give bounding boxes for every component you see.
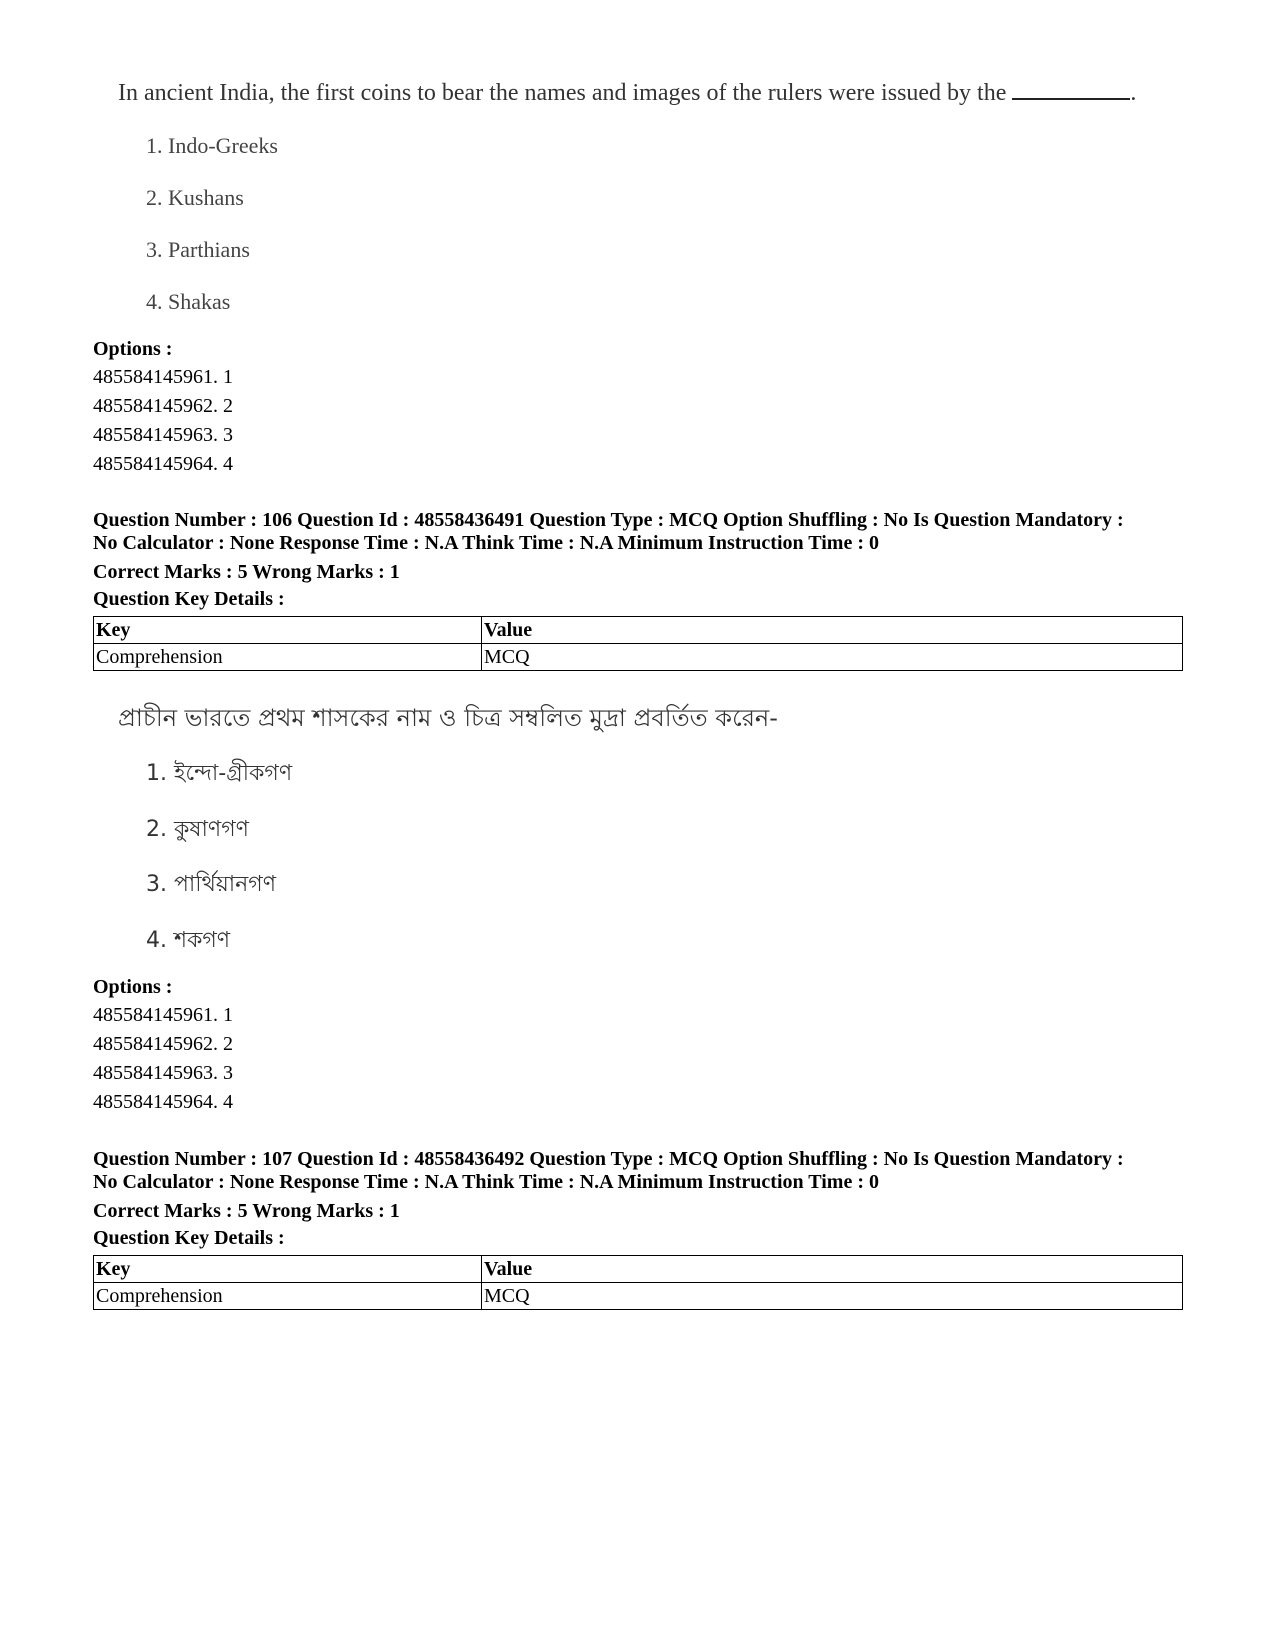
question-meta-106 <box>93 509 1183 613</box>
table-cell: Comprehension <box>94 1283 482 1310</box>
option-item: 485584145963. 3 <box>93 424 233 446</box>
question-marks: Correct Marks : 5 Wrong Marks : 1 <box>93 561 400 583</box>
options-label: Options : <box>93 338 173 360</box>
option-item: 485584145962. 2 <box>93 395 233 417</box>
table-cell: Comprehension <box>94 644 482 671</box>
question-stem: প্রাচীন ভারতে প্রথম শাসকের নাম ও চিত্র সম্বলিত মুদ্রা প্রবর্তিত করেন- <box>118 704 778 732</box>
question-stem <box>118 80 1136 107</box>
choice-item: 1. Indo-Greeks <box>146 133 278 158</box>
choice-item: 3. পার্থিয়ানগণ <box>146 872 277 897</box>
table-header-cell: Key <box>94 1256 482 1283</box>
option-item: 485584145964. 4 <box>93 453 233 475</box>
table-cell: MCQ <box>482 644 1183 671</box>
table-header-row <box>94 617 1183 644</box>
option-item: 485584145963. 3 <box>93 1062 233 1084</box>
options-label: Options : <box>93 976 173 998</box>
table-row <box>94 644 1183 671</box>
option-item: 485584145962. 2 <box>93 1033 233 1055</box>
choice-item: 4. Shakas <box>146 289 231 314</box>
table-header-cell: Value <box>482 1256 1183 1283</box>
table-header-cell: Key <box>94 617 482 644</box>
table-cell: MCQ <box>482 1283 1183 1310</box>
question-key-details-label: Question Key Details : <box>93 588 285 610</box>
choice-item: 4. শকগণ <box>146 928 231 953</box>
question-meta-line: No Calculator : None Response Time : N.A Think Time : N.A Minimum Instruction Time : 0 <box>93 1171 879 1193</box>
question-key-table <box>93 1255 1183 1310</box>
question-stem-end: . <box>1130 80 1137 106</box>
answer-blank <box>1012 97 1130 100</box>
table-row <box>94 1283 1183 1310</box>
question-key-table <box>93 616 1183 671</box>
question-key-details-label: Question Key Details : <box>93 1227 285 1249</box>
option-item: 485584145964. 4 <box>93 1091 233 1113</box>
choice-item: 1. ইন্দো-গ্রীকগণ <box>146 761 293 786</box>
option-item: 485584145961. 1 <box>93 1004 233 1026</box>
question-meta-107 <box>93 1148 1183 1252</box>
choice-item: 2. কুষাণগণ <box>146 817 249 842</box>
table-header-row <box>94 1256 1183 1283</box>
question-meta-line: Question Number : 107 Question Id : 48558436492 Question Type : MCQ Option Shuffling : No Is Question Mandatory : <box>93 1148 1124 1170</box>
options-section <box>93 974 1183 1117</box>
option-item: 485584145961. 1 <box>93 366 233 388</box>
question-meta-line: No Calculator : None Response Time : N.A Think Time : N.A Minimum Instruction Time : 0 <box>93 532 879 554</box>
question-meta-line: Question Number : 106 Question Id : 48558436491 Question Type : MCQ Option Shuffling : No Is Question Mandatory : <box>93 509 1124 531</box>
table-header-cell: Value <box>482 617 1183 644</box>
options-section <box>93 336 1183 479</box>
question-stem-text: In ancient India, the first coins to bear the names and images of the rulers were issued by the <box>118 80 1007 106</box>
choice-item: 3. Parthians <box>146 237 250 262</box>
choice-item: 2. Kushans <box>146 185 244 210</box>
question-marks: Correct Marks : 5 Wrong Marks : 1 <box>93 1200 400 1222</box>
